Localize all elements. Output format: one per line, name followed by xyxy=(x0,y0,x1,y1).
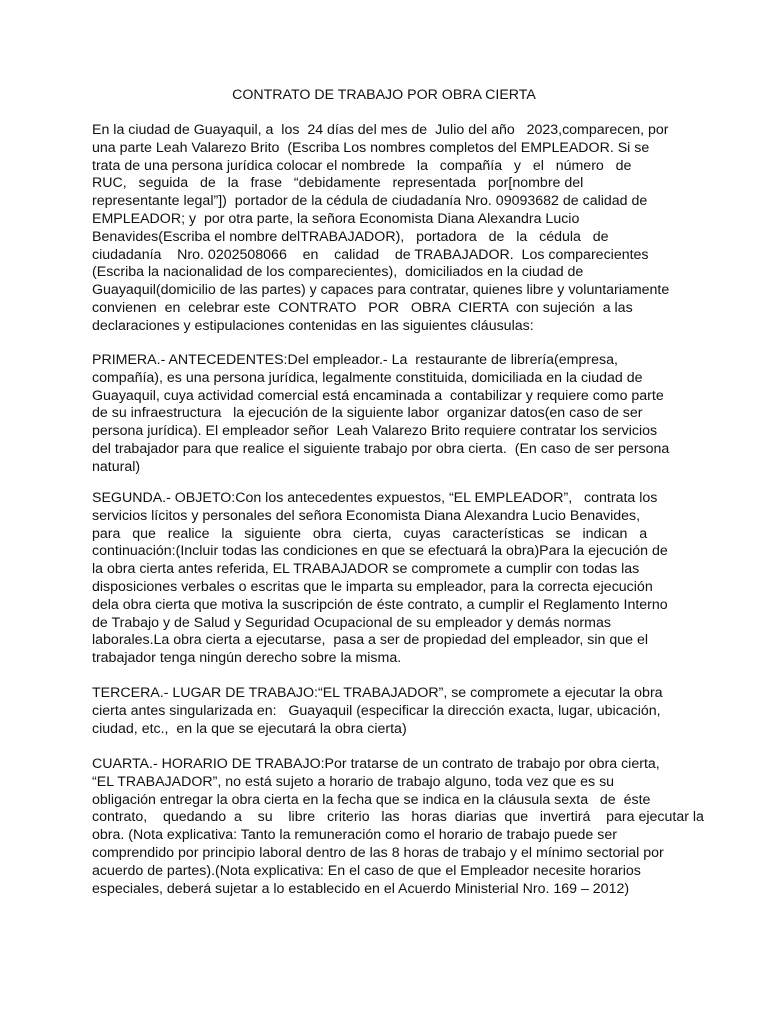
text-line: obligación entregar la obra cierta en la fecha que se indica en la cláusula sexta de éste xyxy=(92,791,651,808)
text-line: dela obra cierta que motiva la suscripción de éste contrato, a cumplir el Reglamento Interno xyxy=(92,596,668,613)
paragraph-cuarta-horario xyxy=(92,756,704,898)
text-line: ciudadanía Nro. 0202508066 en calidad de TRABAJADOR. Los comparecientes xyxy=(92,246,649,263)
text-line: Guayaquil, cuya actividad comercial está encaminada a contabilizar y requiere como parte xyxy=(92,387,664,404)
text-line: especiales, deberá sujetar a lo establecido en el Acuerdo Ministerial Nro. 169 – 2012) xyxy=(92,880,630,897)
text-line: convienen en celebrar este CONTRATO POR OBRA CIERTA con sujeción a las xyxy=(92,299,633,316)
text-line: ciudad, etc., en la que se ejecutará la obra cierta) xyxy=(92,720,407,737)
text-line: CUARTA.- HORARIO DE TRABAJO:Por tratarse de un contrato de trabajo por obra cierta, xyxy=(92,756,660,772)
text-line: una parte Leah Valarezo Brito (Escriba Los nombres completos del EMPLEADOR. Si se xyxy=(92,139,650,156)
text-line: contrato, quedando a su libre criterio las horas diarias que invertirá para ejecutar la xyxy=(92,809,704,826)
text-line: natural) xyxy=(92,458,141,475)
text-line: de Trabajo y de Salud y Seguridad Ocupacional de su empleador y demás normas xyxy=(92,614,611,631)
text-line: SEGUNDA.- OBJETO:Con los antecedentes expuestos, “EL EMPLEADOR”, contrata los xyxy=(92,490,658,506)
paragraph-segunda-objeto xyxy=(92,490,672,668)
text-line: trabajador tenga ningún derecho sobre la misma. xyxy=(92,650,402,667)
text-line: comprendido por principio laboral dentro de las 8 horas de trabajo y el mínimo sectorial por xyxy=(92,844,664,861)
text-line: TERCERA.- LUGAR DE TRABAJO:“EL TRABAJADOR”, se compromete a ejecutar la obra xyxy=(92,685,663,701)
text-line: PRIMERA.- ANTECEDENTES:Del empleador.- La restaurante de librería(empresa, xyxy=(92,352,618,368)
text-line: En la ciudad de Guayaquil, a los 24 días del mes de Julio del año 2023,comparecen, por xyxy=(92,122,669,138)
text-line: cierta antes singularizada en: Guayaquil (especificar la dirección exacta, lugar, ubicación, xyxy=(92,702,661,719)
text-line: laborales.La obra cierta a ejecutarse, pasa a ser de propiedad del empleador, sin que el xyxy=(92,632,649,649)
text-line: disposiciones verbales o escritas que le imparta su empleador, para la correcta ejecución xyxy=(92,578,653,595)
text-line: obra. (Nota explicativa: Tanto la remuneración como el horario de trabajo puede ser xyxy=(92,827,617,844)
text-line: la obra cierta antes referida, EL TRABAJADOR se compromete a cumplir con todas las xyxy=(92,561,640,578)
paragraph-tercera-lugar xyxy=(92,685,672,738)
text-line: EMPLEADOR; y por otra parte, la señora Economista Diana Alexandra Lucio xyxy=(92,210,580,227)
text-line: servicios lícitos y personales del señora Economista Diana Alexandra Lucio Benavides, xyxy=(92,507,641,524)
document-title: CONTRATO DE TRABAJO POR OBRA CIERTA xyxy=(232,87,536,103)
text-line: acuerdo de partes).(Nota explicativa: En el caso de que el Empleador necesite horarios xyxy=(92,862,641,879)
paragraph-primera-antecedentes xyxy=(92,352,672,477)
text-line: trata de una persona jurídica colocar el nombrede la compañía y el número de xyxy=(92,157,632,174)
text-line: persona jurídica). El empleador señor Leah Valarezo Brito requiere contratar los servicios xyxy=(92,423,658,440)
text-line: “EL TRABAJADOR”, no está sujeto a horario de trabajo alguno, toda vez que es su xyxy=(92,773,615,790)
text-line: para que realice la siguiente obra cierta, cuyas características se indican a xyxy=(92,525,648,542)
text-line: Guayaquil(domicilio de las partes) y capaces para contratar, quienes libre y voluntariamente xyxy=(92,282,670,299)
text-line: (Escriba la nacionalidad de los comparecientes), domiciliados en la ciudad de xyxy=(92,264,584,281)
text-line: del trabajador para que realice el siguiente trabajo por obra cierta. (En caso de ser persona xyxy=(92,440,670,457)
text-line: declaraciones y estipulaciones contenidas en las siguientes cláusulas: xyxy=(92,317,534,334)
text-line: de su infraestructura la ejecución de la siguiente labor organizar datos(en caso de ser xyxy=(92,405,643,422)
text-line: representante legal”]) portador de la cédula de ciudadanía Nro. 09093682 de calidad de xyxy=(92,193,648,210)
text-line: RUC, seguida de la frase “debidamente representada por[nombre del xyxy=(92,175,584,192)
text-line: continuación:(Incluir todas las condiciones en que se efectuará la obra)Para la ejecución de xyxy=(92,543,668,560)
paragraph-comparecencia xyxy=(92,122,672,336)
text-line: Benavides(Escriba el nombre delTRABAJADOR), portadora de la cédula de xyxy=(92,228,609,245)
text-line: compañía), es una persona jurídica, legalmente constituida, domiciliada en la ciudad de xyxy=(92,369,643,386)
